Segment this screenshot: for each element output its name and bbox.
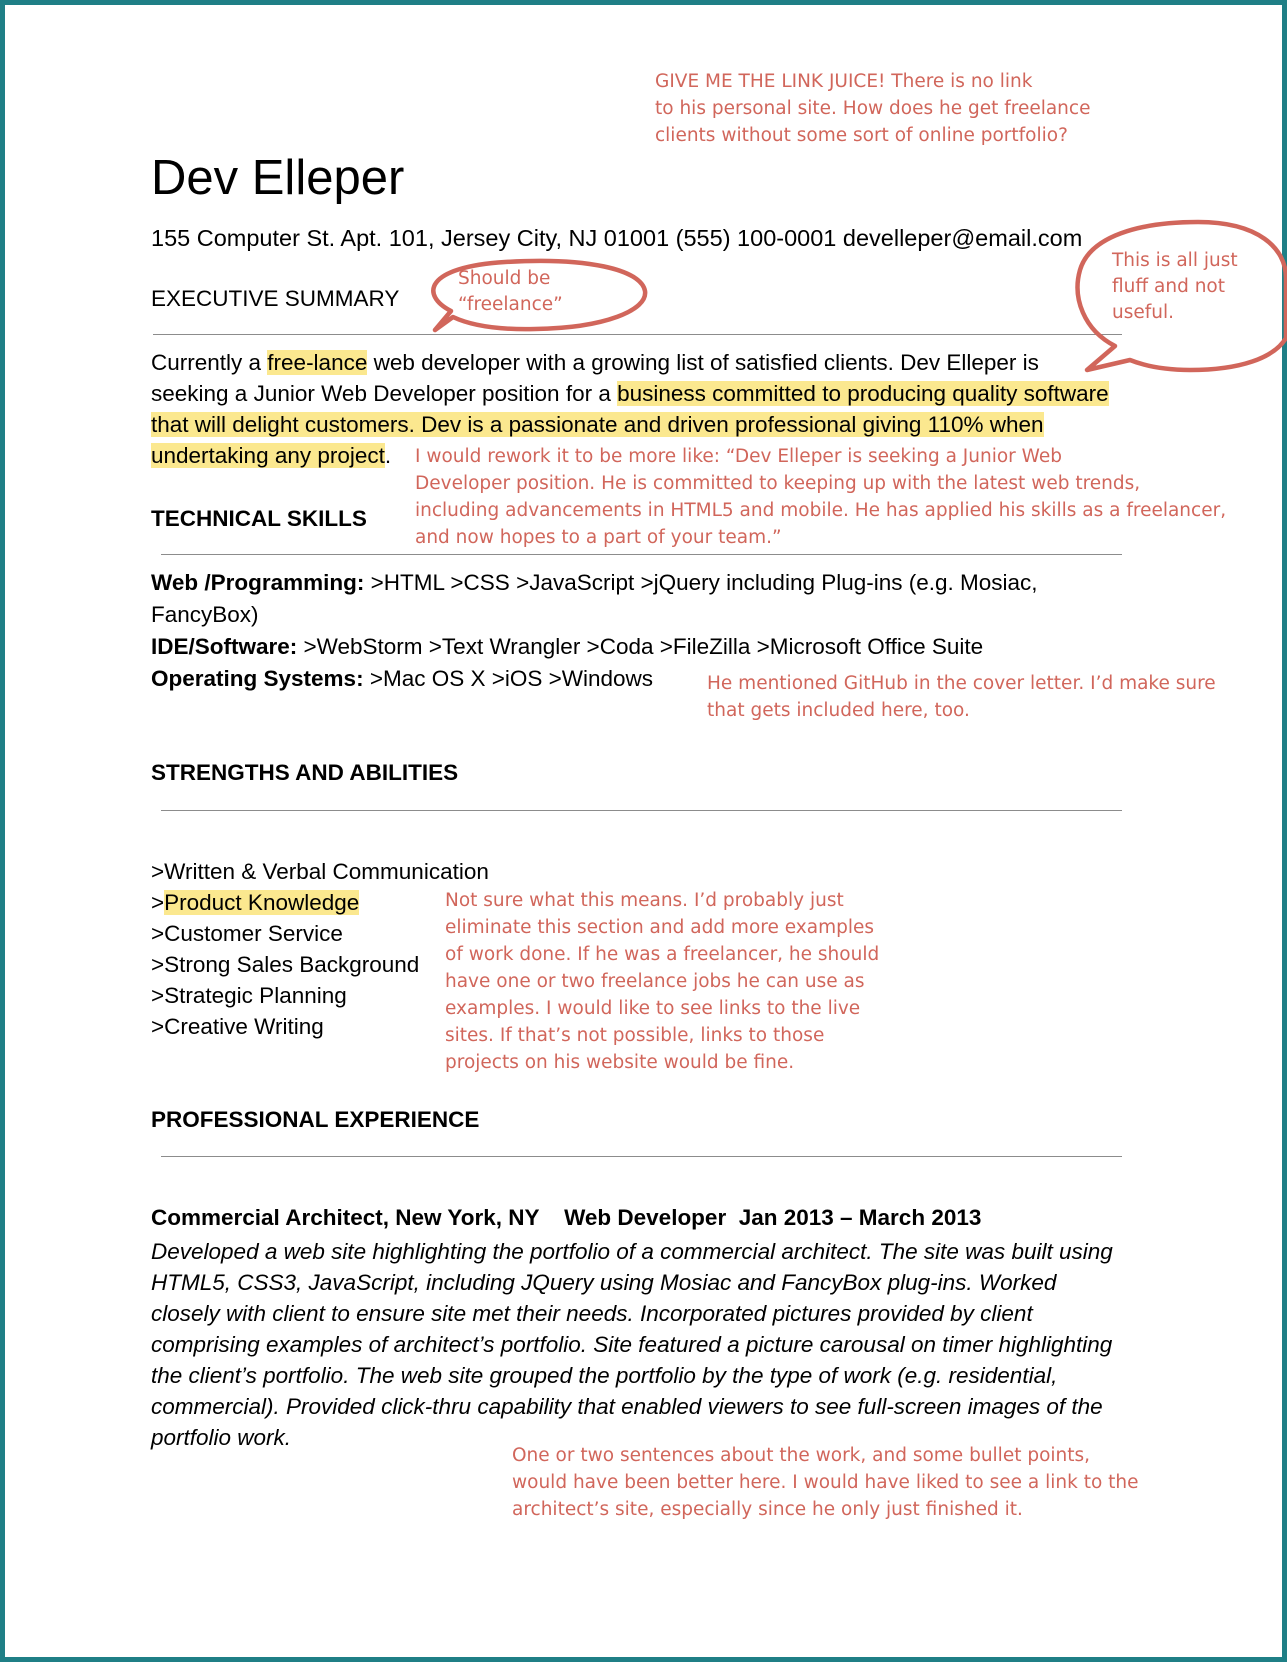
highlight: undertaking any project — [151, 443, 385, 468]
executive-summary-heading: EXECUTIVE SUMMARY — [151, 286, 400, 311]
resume-name: Dev Elleper — [151, 151, 405, 205]
section-divider — [161, 554, 1122, 555]
skill-label: Operating Systems: — [151, 666, 364, 691]
skill-label: IDE/Software: — [151, 634, 298, 659]
annotation-not-sure: Not sure what this means. I’d probably just eliminate this section and add more examples of work done. If he was a freelancer, he should have one or two freelance jobs he can use as examples. I would like to see links to the live sites. If that’s not possible, links to those projects on his website would be fine. — [445, 890, 880, 1073]
technical-skills-list: Web /Programming: >HTML >CSS >JavaScript >jQuery including Plug-ins (e.g. Mosiac, FancyBox) IDE/Software: >WebStorm >Text Wrangler >Coda >FileZilla >Microsoft Office Suite Operating Systems: >Mac OS X >iOS >Windows — [151, 570, 1038, 691]
job-description: Developed a web site highlighting the portfolio of a commercial architect. The site was built using HTML5, CSS3, JavaScript, including JQuery using Mosiac and FancyBox plug-ins. Worked closely with client to ensure site met their needs. Incorporated pictures provided by client comprising examples of architect’s portfolio. Site featured a picture carousal on timer highlighting the client’s portfolio. The web site grouped the portfolio by the type of work (e.g. residential, commercial). Provided click-thru capability that enabled viewers to see full-screen images of the portfolio work. — [151, 1239, 1113, 1450]
list-item: >Creative Writing — [151, 1014, 324, 1039]
annotation-freelance: Should be “freelance” — [458, 268, 563, 315]
list-item: >Strong Sales Background — [151, 952, 420, 977]
section-divider — [161, 1156, 1122, 1157]
highlight: business committed to producing quality software — [617, 381, 1109, 406]
annotation-fluff: This is all just fluff and not useful. — [1112, 250, 1238, 323]
highlight: that will delight customers. Dev is a passionate and driven professional giving 110% when — [151, 412, 1044, 437]
job-title: Commercial Architect, New York, NY Web Developer Jan 2013 – March 2013 — [151, 1205, 982, 1230]
annotation-link-juice: GIVE ME THE LINK JUICE! There is no link to his personal site. How does he get freelance clients without some sort of online portfolio? — [655, 71, 1091, 146]
strengths-heading: STRENGTHS AND ABILITIES — [151, 760, 459, 785]
list-item: >Customer Service — [151, 921, 343, 946]
highlight: free-lance — [267, 350, 368, 375]
highlight: Product Knowledge — [164, 890, 360, 915]
annotation-rework: I would rework it to be more like: “Dev Elleper is seeking a Junior Web Developer position. He is committed to keeping up with the latest web trends, including advancements in HTML5 and mobile. He has applied his skills as a freelancer, and now hopes to a part of your team.” — [415, 446, 1227, 548]
contact-line: 155 Computer St. Apt. 101, Jersey City, NJ 01001 (555) 100-0001 develleper@email.com — [151, 225, 1083, 251]
technical-skills-heading: TECHNICAL SKILLS — [151, 506, 367, 531]
annotation-github: He mentioned GitHub in the cover letter. I’d make sure that gets included here, too. — [707, 673, 1216, 721]
experience-heading: PROFESSIONAL EXPERIENCE — [151, 1107, 480, 1132]
annotation-one-or-two: One or two sentences about the work, and some bullet points, would have been better here. I would have liked to see a link to the architect’s site, especially since he only just finished it. — [512, 1445, 1139, 1520]
section-divider — [161, 810, 1122, 811]
list-item: >Strategic Planning — [151, 983, 347, 1008]
list-item: >Written & Verbal Communication — [151, 859, 489, 884]
skill-label: Web /Programming: — [151, 570, 365, 595]
strengths-list — [151, 856, 489, 1042]
list-item: >Product Knowledge — [151, 890, 360, 915]
executive-summary-text: Currently a free-lance web developer with a growing list of satisfied clients. Dev Elleper is seeking a Junior Web Developer position for a business committed to producing quality software that will delight customers. Dev is a passionate and driven professional giving 110% when undertaking any project. — [151, 350, 1109, 468]
